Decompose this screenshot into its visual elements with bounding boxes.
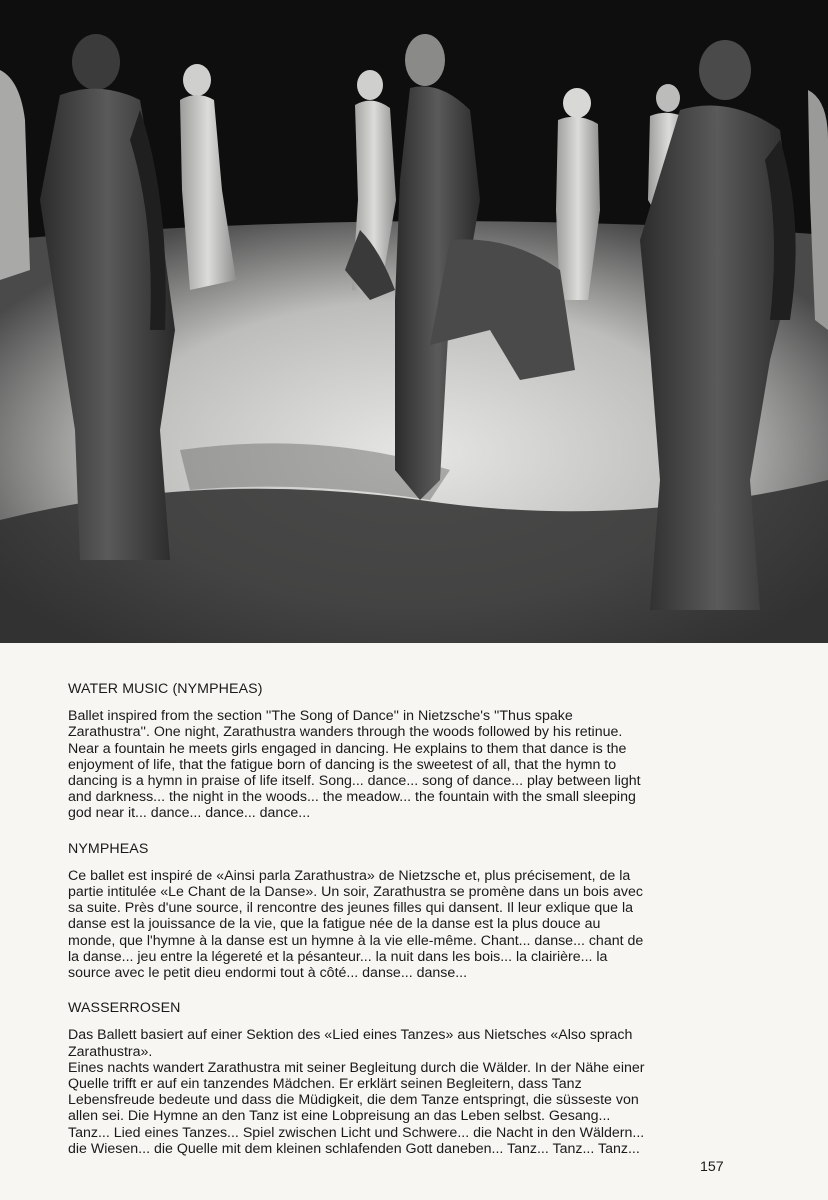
text-line: Das Ballett basiert auf einer Sektion des «Lied eines Tanzes» aus Nietsches «Also sprach xyxy=(68,1027,633,1044)
article-text xyxy=(68,681,748,1157)
section-body-english xyxy=(68,708,748,821)
text-line: Zarathustra». xyxy=(68,1043,153,1060)
text-line: allen sei. Die Hymne an den Tanz ist eine Lobpreisung an das Leben selbst. Gesang... xyxy=(68,1108,611,1125)
text-line: and darkness... the night in the woods... the meadow... the fountain with the small sleeping xyxy=(68,789,636,806)
text-line: source avec le petit dieu endormi tout à côté... danse... danse... xyxy=(68,965,468,982)
section-german xyxy=(68,1000,748,1157)
text-line: Near a fountain he meets girls engaged in dancing. He explains to them that dance is the xyxy=(68,740,627,757)
text-line: Eines nachts wandert Zarathustra mit seiner Begleitung durch die Wälder. In der Nähe einer xyxy=(68,1059,645,1076)
section-french xyxy=(68,841,748,982)
text-line: Quelle trifft er auf ein tanzendes Mädchen. Er erklärt seinen Begleitern, dass Tanz xyxy=(68,1076,582,1093)
page-number: 157 xyxy=(700,1159,724,1175)
text-line: monde, que l'hymne à la danse est un hymne à la vie elle-même. Chant... danse... chant de xyxy=(68,932,644,949)
section-title-english: WATER MUSIC (NYMPHEAS) xyxy=(68,681,263,697)
section-body-german xyxy=(68,1027,748,1157)
text-line: god near it... dance... dance... dance... xyxy=(68,805,311,822)
section-english xyxy=(68,681,748,822)
text-line: enjoyment of life, that the fatigue born of dancing is the sweetest of all, that the hymn to xyxy=(68,756,617,773)
text-line: partie intitulée «Le Chant de la Danse». Un soir, Zarathustra se promène dans un bois avec xyxy=(68,884,643,901)
section-title-german: WASSERROSEN xyxy=(68,1000,181,1017)
text-line: Ce ballet est inspiré de «Ainsi parla Zarathustra» de Nietzsche et, plus précisement, de la xyxy=(68,867,631,884)
section-body-french xyxy=(68,868,748,981)
text-line: dancing is a hymn in praise of life itself. Song... dance... song of dance... play between light xyxy=(68,773,641,790)
text-line: Tanz... Lied eines Tanzes... Spiel zwischen Licht und Schwere... die Nacht in den Wäldern... xyxy=(68,1124,645,1141)
text-line: die Wiesen... die Quelle mit dem kleinen schlafenden Gott daneben... Tanz... Tanz... Tanz... xyxy=(68,1140,640,1157)
text-line: Lebensfreude bedeute und dass die Müdigkeit, die dem Tanze entspringt, die süsseste von xyxy=(68,1092,639,1109)
section-title-french: NYMPHEAS xyxy=(68,840,149,857)
text-line: Ballet inspired from the section ''The Song of Dance'' in Nietzsche's ''Thus spake xyxy=(68,708,573,725)
text-line: sa suite. Près d'une source, il rencontre des jeunes filles qui dansent. Il leur exlique que la xyxy=(68,900,634,917)
text-line: la danse... jeu entre la légereté et la pésanteur... la nuit dans les bois... la clairière... la xyxy=(68,948,608,965)
text-line: danse est la jouissance de la vie, que la fatigue née de la danse est la plus douce au xyxy=(68,916,601,933)
text-line: Zarathustra''. One night, Zarathustra wanders through the woods followed by his retinue. xyxy=(68,724,623,741)
